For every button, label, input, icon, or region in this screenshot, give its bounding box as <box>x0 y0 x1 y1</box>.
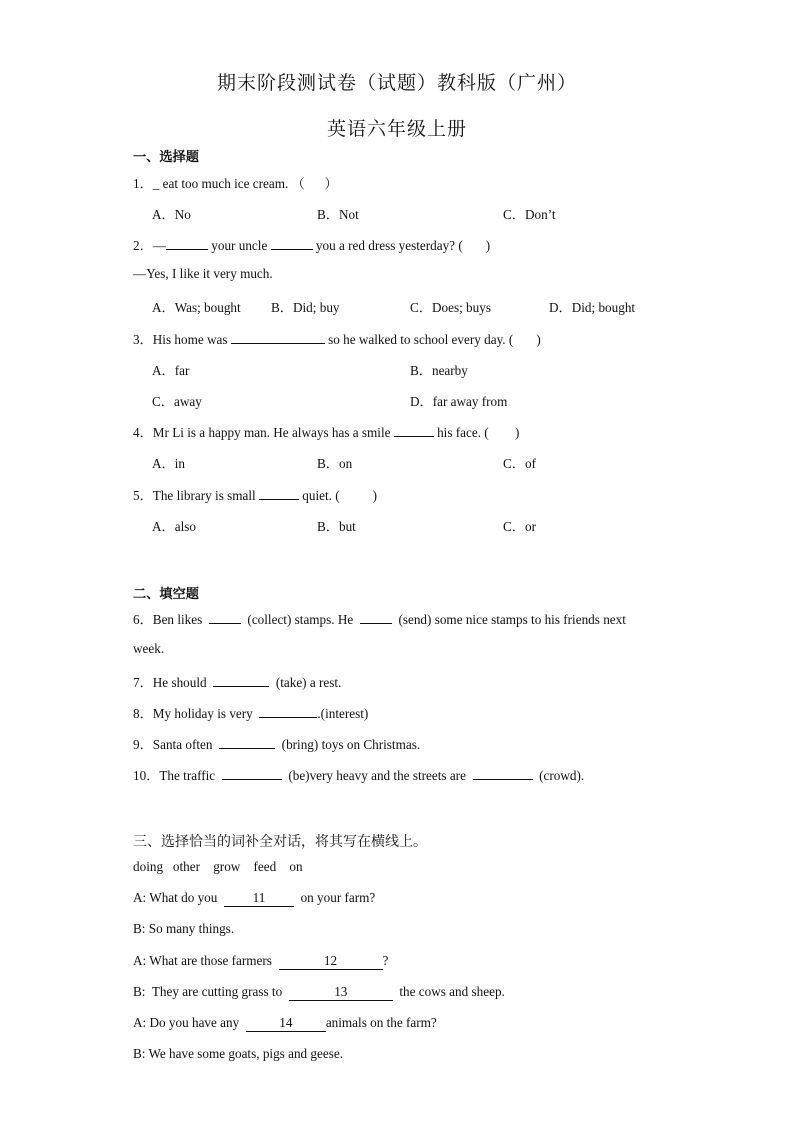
numbered-blank-13: 13 <box>289 984 393 1001</box>
q2-option-d: D．Did; bought <box>549 300 636 315</box>
answer-blank <box>259 704 317 718</box>
question-1: 1．_ eat too much ice cream. （ ） <box>133 176 338 191</box>
q2-text-start: 2．— <box>133 238 166 253</box>
q6-text-start: 6．Ben likes <box>133 612 209 627</box>
q3-option-c: C．away <box>152 394 202 409</box>
q4-text-start: 4．Mr Li is a happy man. He always has a smile <box>133 425 394 440</box>
q5-option-c: C．or <box>503 519 536 534</box>
answer-blank <box>231 330 325 344</box>
question-8 <box>133 703 368 722</box>
question-10 <box>133 765 584 784</box>
q6-text-mid: (collect) stamps. He <box>240 612 360 627</box>
q4-text-end: his face. ( ) <box>433 425 520 440</box>
question-4 <box>133 422 519 441</box>
dialogue-line-6: B: We have some goats, pigs and geese. <box>133 1046 344 1061</box>
q2-option-c: C．Does; buys <box>410 300 491 315</box>
section1-heading: 一、选择题 <box>133 149 199 164</box>
question-9 <box>133 734 420 753</box>
dialogue-text: A: What do you <box>133 890 224 905</box>
q4-option-a: A．in <box>152 456 185 471</box>
q10-text-end: (crowd). <box>532 768 585 783</box>
page-subtitle: 英语六年级上册 <box>326 119 467 140</box>
q3-option-a: A．far <box>152 363 190 378</box>
dialogue-text: ? <box>382 953 389 968</box>
answer-blank <box>213 673 269 687</box>
q4-option-c: C．of <box>503 456 536 471</box>
q2-text-end: you a red dress yesterday? ( ) <box>312 238 491 253</box>
numbered-blank-14: 14 <box>246 1015 326 1032</box>
dialogue-line-4 <box>133 984 505 1001</box>
dialogue-text: A: Do you have any <box>133 1015 246 1030</box>
numbered-blank-11: 11 <box>224 890 294 907</box>
q2-option-b: B．Did; buy <box>271 300 340 315</box>
q3-option-b: B．nearby <box>410 363 468 378</box>
question-7 <box>133 672 341 691</box>
q1-option-c: C．Don’t <box>503 207 556 222</box>
q1-option-b: B．Not <box>317 207 359 222</box>
dialogue-line-5 <box>133 1015 437 1032</box>
question-5 <box>133 485 377 504</box>
q5-option-a: A．also <box>152 519 196 534</box>
q3-text-end: so he walked to school every day. ( ) <box>324 332 541 347</box>
q8-text-end: .(interest) <box>317 706 369 721</box>
question-6 <box>133 609 626 628</box>
q2-reply: —Yes, I like it very much. <box>133 266 273 281</box>
answer-blank <box>209 610 241 624</box>
q9-text-end: (bring) toys on Christmas. <box>275 737 421 752</box>
q7-text-start: 7．He should <box>133 675 214 690</box>
q10-text-mid: (be)very heavy and the streets are <box>281 768 473 783</box>
dialogue-text: the cows and sheep. <box>392 984 505 999</box>
answer-blank <box>271 236 313 250</box>
answer-blank <box>360 610 392 624</box>
q1-option-a: A．No <box>152 207 191 222</box>
q3-option-d: D．far away from <box>410 394 508 409</box>
section3-heading: 三、选择恰当的词补全对话，将其写在横线上。 <box>133 835 427 850</box>
question-3 <box>133 329 541 348</box>
answer-blank <box>394 423 434 437</box>
answer-blank <box>219 735 275 749</box>
dialogue-text: B: They are cutting grass to <box>133 984 289 999</box>
q8-text-start: 8．My holiday is very <box>133 706 260 721</box>
q2-text-mid: your uncle <box>207 238 271 253</box>
dialogue-text: animals on the farm? <box>325 1015 437 1030</box>
dialogue-line-3 <box>133 953 388 970</box>
answer-blank <box>473 766 533 780</box>
answer-blank <box>222 766 282 780</box>
q5-option-b: B．but <box>317 519 356 534</box>
q3-text-start: 3．His home was <box>133 332 231 347</box>
q2-option-a: A．Was; bought <box>152 300 241 315</box>
word-bank: doing other grow feed on <box>133 859 303 874</box>
dialogue-text: A: What are those farmers <box>133 953 279 968</box>
q9-text-start: 9．Santa often <box>133 737 220 752</box>
page-title: 期末阶段测试卷（试题）教科版（广州） <box>216 73 577 94</box>
answer-blank <box>166 236 208 250</box>
dialogue-text: on your farm? <box>293 890 376 905</box>
q7-text-end: (take) a rest. <box>269 675 342 690</box>
question-2 <box>133 235 490 254</box>
q4-option-b: B．on <box>317 456 353 471</box>
q5-text-start: 5．The library is small <box>133 488 259 503</box>
q6-continuation: week. <box>133 641 165 656</box>
dialogue-line-2: B: So many things. <box>133 921 235 936</box>
dialogue-line-1 <box>133 890 375 907</box>
q10-text-start: 10．The traffic <box>133 768 222 783</box>
q5-text-end: quiet. ( ) <box>299 488 378 503</box>
section2-heading: 二、填空题 <box>133 586 199 601</box>
q6-text-end: (send) some nice stamps to his friends next <box>391 612 626 627</box>
answer-blank <box>259 486 299 500</box>
numbered-blank-12: 12 <box>279 953 383 970</box>
